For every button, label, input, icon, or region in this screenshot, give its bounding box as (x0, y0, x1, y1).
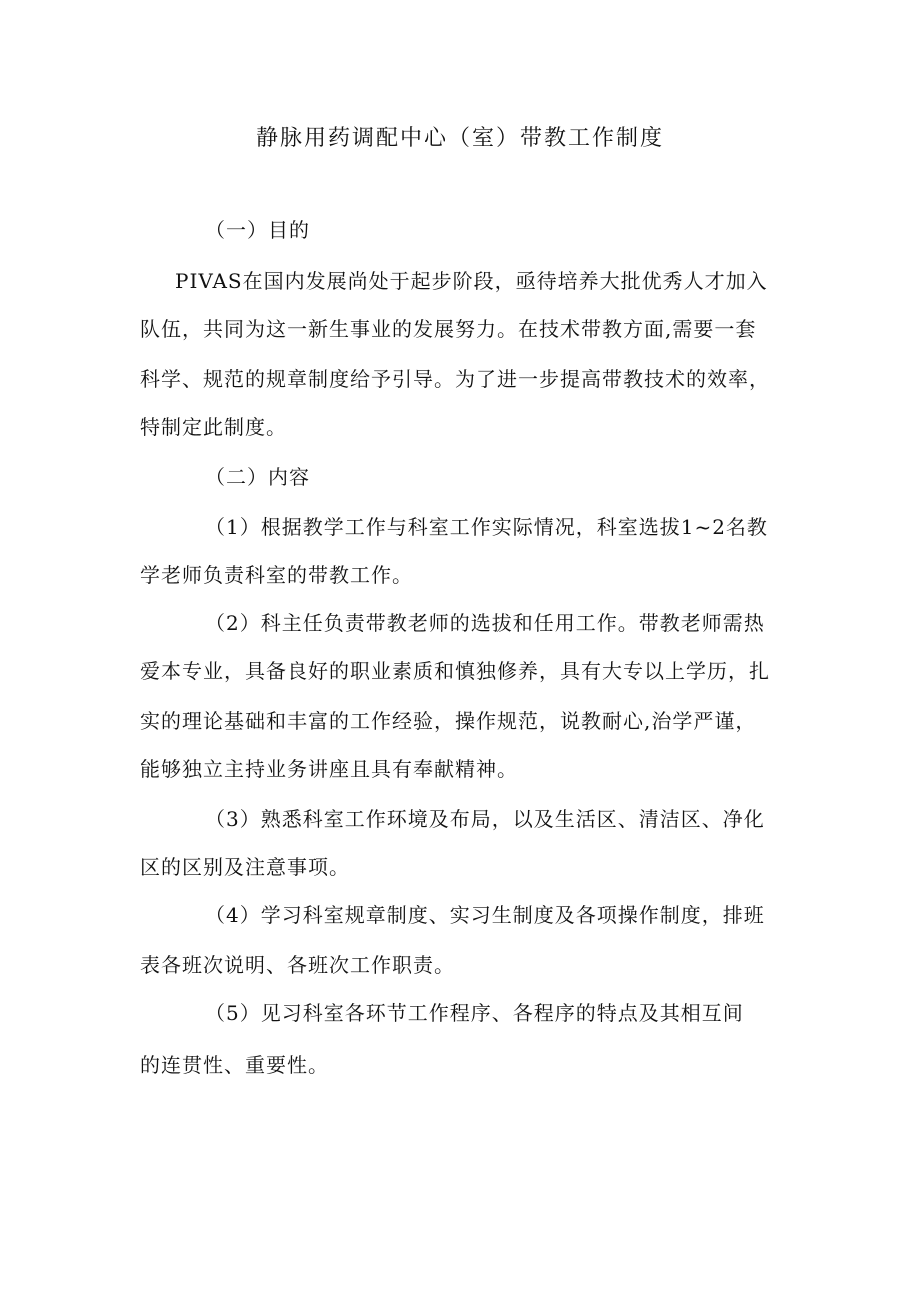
paragraph-line: 的连贯性、重要性。 (140, 1053, 329, 1077)
paragraph-line: （4）学习科室规章制度、实习生制度及各项操作制度，排班 (205, 903, 765, 927)
paragraph-line: 能够独立主持业务讲座且具有奉献精神。 (140, 757, 518, 781)
paragraph-line: 特制定此制度。 (140, 415, 287, 439)
paragraph-line: 区的区别及注意事项。 (140, 855, 350, 879)
paragraph-line: （1）根据教学工作与科室工作实际情况，科室选拔1~2名教 (205, 515, 768, 539)
section-heading-purpose: （一）目的 (205, 218, 310, 242)
paragraph-line: 队伍，共同为这一新生事业的发展努力。在技术带教方面,需要一套 (140, 317, 757, 341)
paragraph-line: 表各班次说明、各班次工作职责。 (140, 953, 455, 977)
paragraph-line: （2）科主任负责带教老师的选拔和任用工作。带教老师需热 (205, 611, 765, 635)
section-heading-content: （二）内容 (205, 465, 310, 489)
paragraph-line: （5）见习科室各环节工作程序、各程序的特点及其相互间 (205, 1001, 744, 1025)
paragraph-line: 学老师负责科室的带教工作。 (140, 563, 413, 587)
paragraph-line: PIVAS在国内发展尚处于起步阶段，亟待培养大批优秀人才加入 (175, 269, 768, 293)
paragraph-line: 实的理论基础和丰富的工作经验，操作规范，说教耐心,治学严谨， (140, 709, 757, 733)
document-title: 静脉用药调配中心（室）带教工作制度 (255, 126, 664, 151)
paragraph-line: 爱本专业，具备良好的职业素质和慎独修养，具有大专以上学历，扎 (140, 659, 770, 683)
paragraph-line: （3）熟悉科室工作环境及布局，以及生活区、清洁区、净化 (205, 807, 765, 831)
paragraph-line: 科学、规范的规章制度给予引导。为了进一步提高带教技术的效率， (140, 367, 770, 391)
